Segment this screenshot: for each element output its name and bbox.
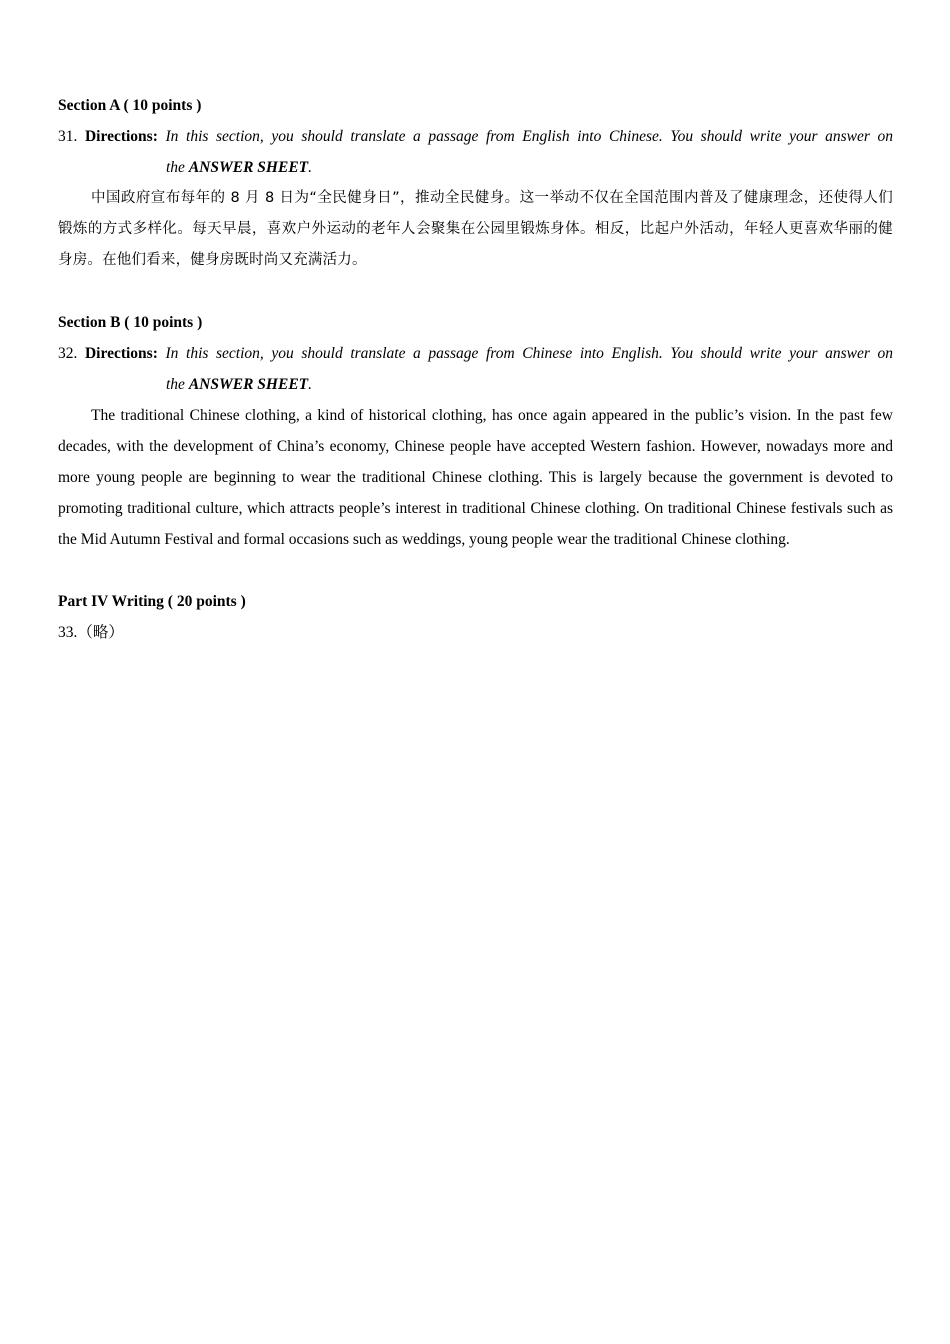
directions-the: the (166, 376, 185, 393)
directions-text: In this section, you should translate a passage from Chinese into English. You should write your answer on (165, 345, 893, 362)
section-b-directions-cont (58, 369, 893, 400)
question-33: 33.（略） (58, 624, 124, 641)
document-page (58, 90, 893, 648)
directions-period: . (308, 376, 312, 393)
directions-the: the (166, 159, 185, 176)
directions-label: Directions: (84, 345, 158, 362)
question-number-31: 31. (58, 128, 78, 145)
section-a-heading: Section A ( 10 points ) (58, 97, 202, 114)
directions-text: In this section, you should translate a passage from English into Chinese. You should write your answer on (165, 128, 893, 145)
answer-sheet-label: ANSWER SHEET (188, 376, 309, 393)
section-b-heading: Section B ( 10 points ) (58, 314, 203, 331)
directions-label: Directions: (84, 128, 158, 145)
answer-sheet-label: ANSWER SHEET (188, 159, 309, 176)
section-a-directions (58, 121, 893, 152)
question-number-32: 32. (58, 345, 78, 362)
section-b-directions (58, 338, 893, 369)
section-a-directions-cont (58, 152, 893, 183)
directions-period: . (308, 159, 312, 176)
part-iv-heading: Part IV Writing ( 20 points ) (58, 593, 246, 610)
english-passage: The traditional Chinese clothing, a kind of historical clothing, has once again appeared in the public’s vision. In the past few decades, with the development of China’s economy, Chinese people have accepted Western fashion. However, nowadays more and more young people are beginning to wear the traditional Chinese clothing. This is largely because the government is devoted to promoting traditional culture, which attracts people’s interest in traditional Chinese clothing. On traditional Chinese festivals such as the Mid Autumn Festival and formal occasions such as weddings, young people wear the traditional Chinese clothing. (58, 407, 893, 548)
chinese-passage: 中国政府宣布每年的 8 月 8 日为“全民健身日”，推动全民健身。这一举动不仅在全国范围内普及了健康理念，还使得人们锻炼的方式多样化。每天早晨，喜欢户外运动的老年人会聚集在公园里锻炼身体。相反，比起户外活动，年轻人更喜欢华丽的健身房。在他们看来，健身房既时尚又充满活力。 (58, 190, 893, 268)
